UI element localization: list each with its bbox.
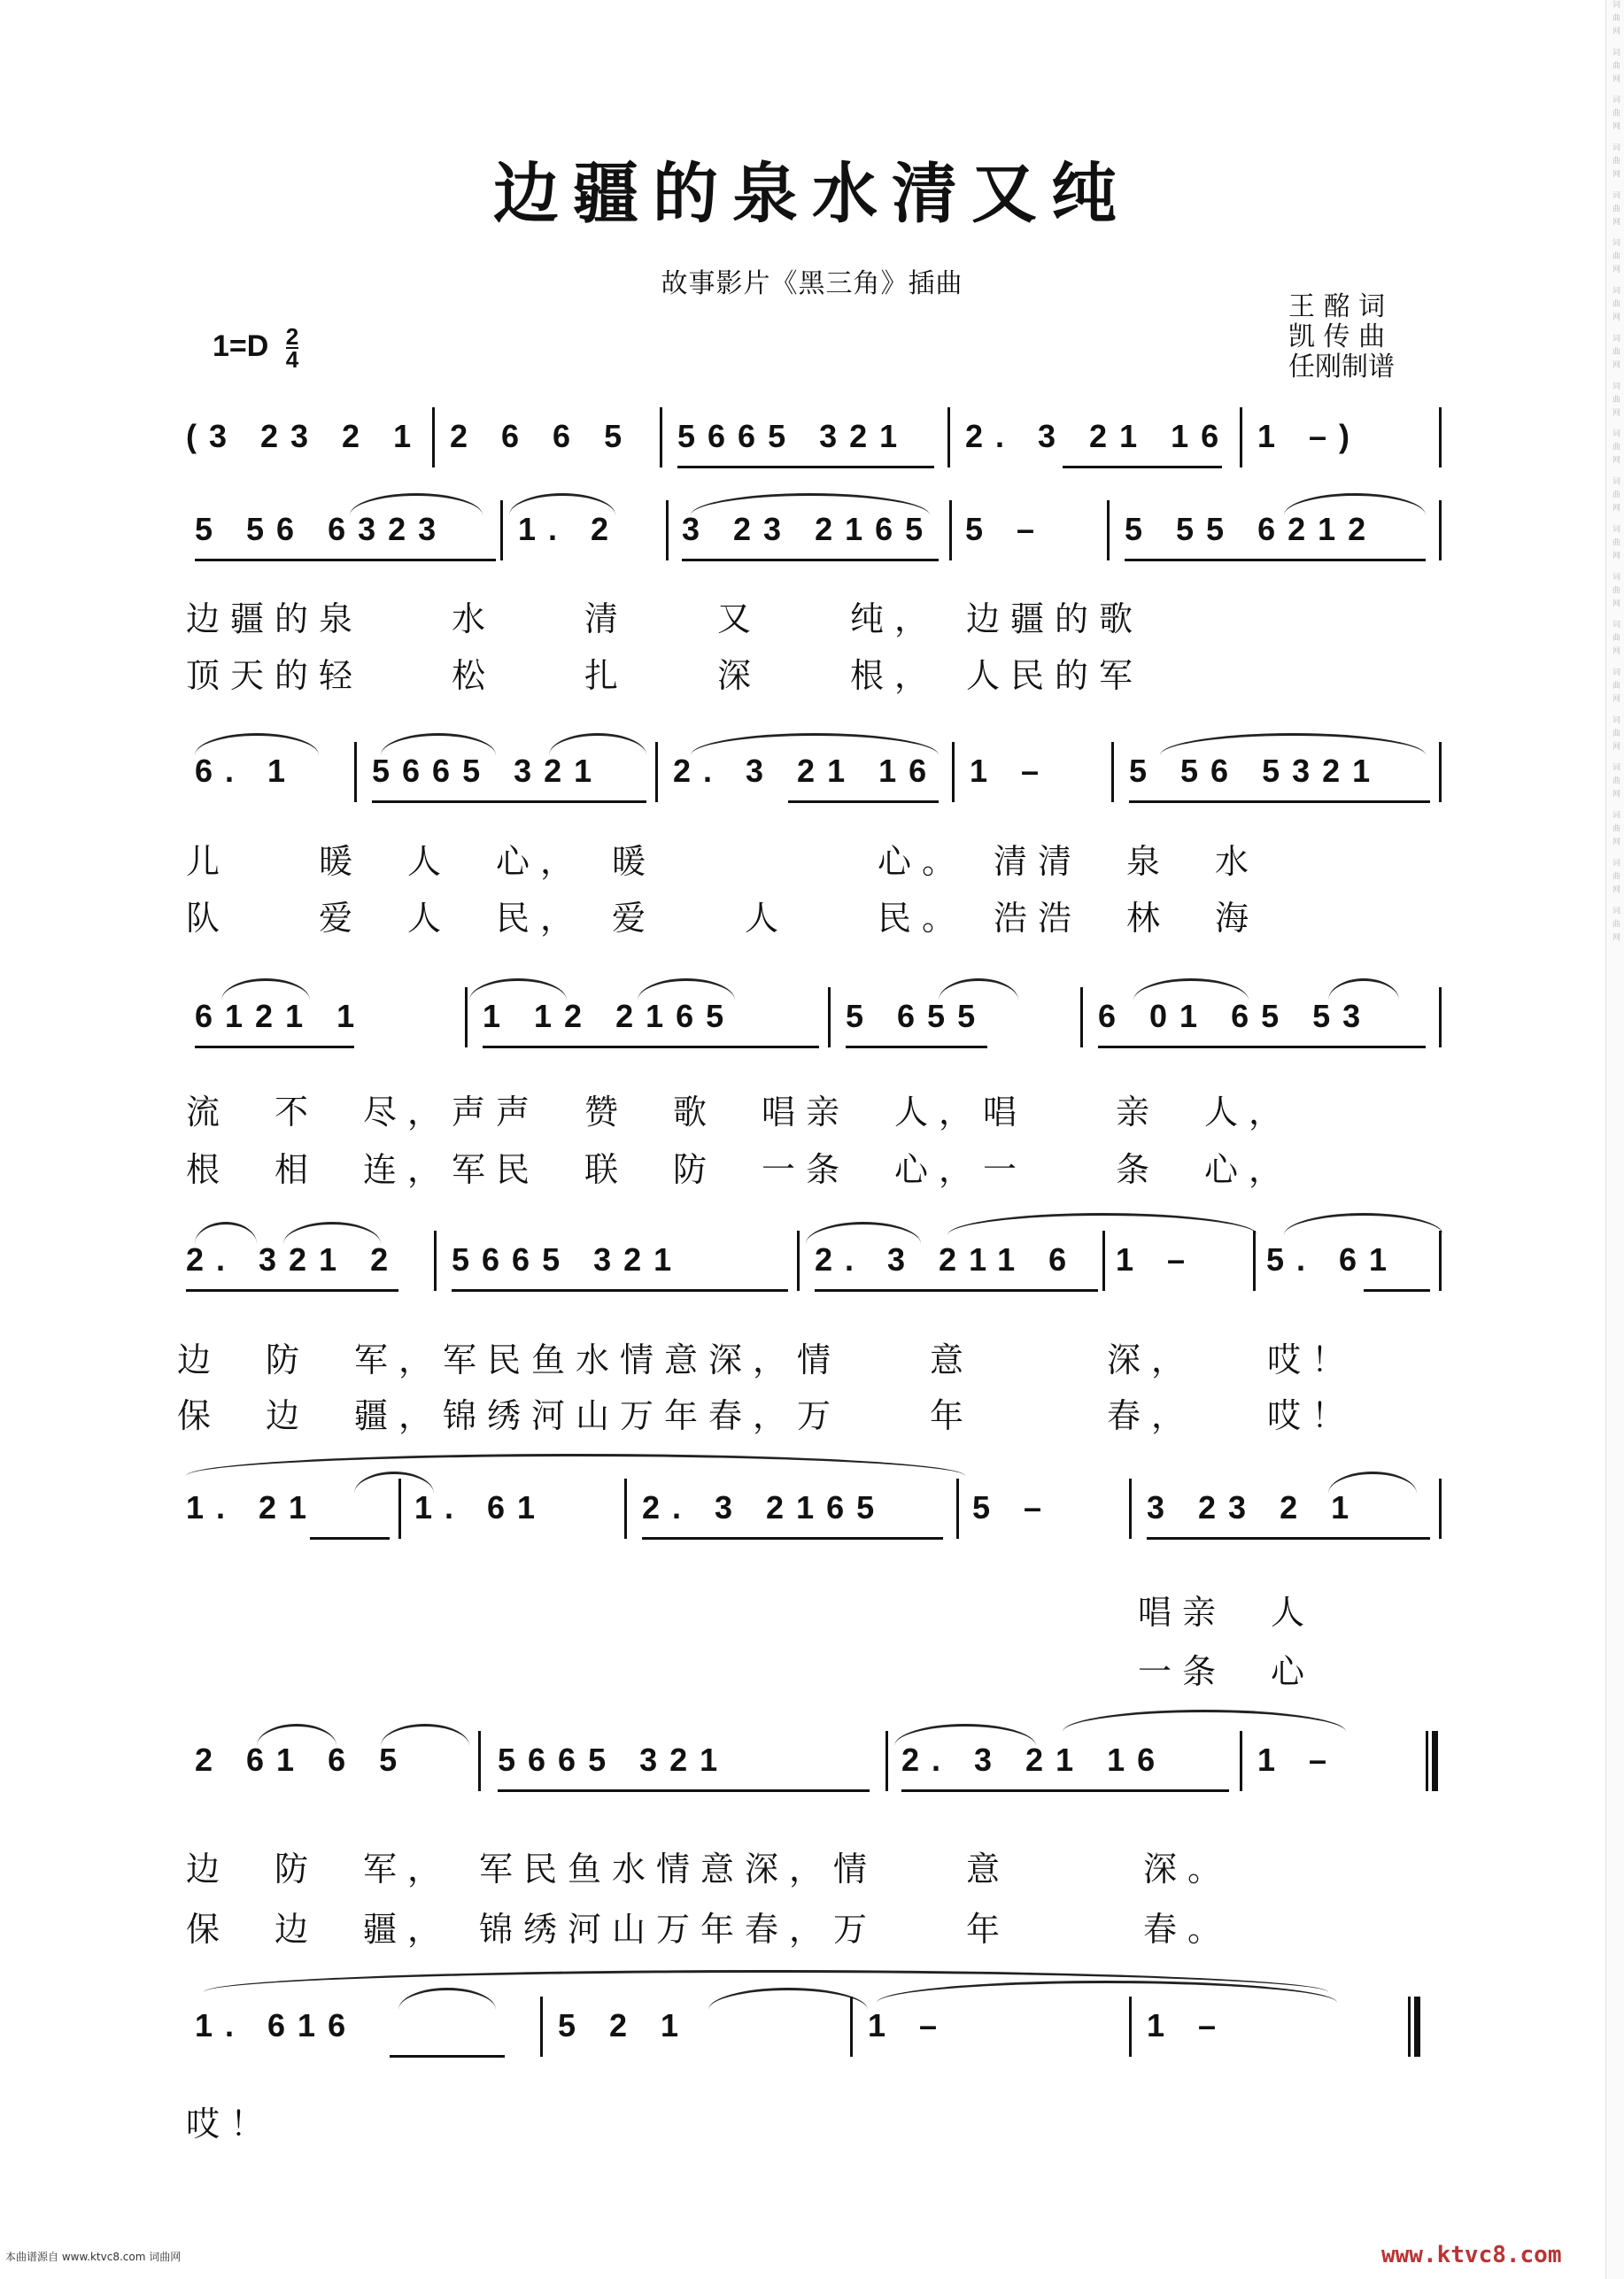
barline (949, 500, 952, 560)
time-beats: 2 (285, 323, 299, 350)
measure-7-1: 2 61 6 5 (195, 1742, 410, 1778)
underline (1147, 1537, 1430, 1540)
barline (1107, 500, 1110, 560)
underline (1098, 1046, 1426, 1048)
measure-1-4: 2. 3 21 16 (965, 418, 1232, 454)
barline (1439, 407, 1442, 467)
underline (310, 1537, 390, 1540)
underline (682, 559, 939, 561)
measure-6-2: 1. 61 (414, 1489, 548, 1526)
barline (540, 1997, 543, 2057)
measure-2-4: 5 – (965, 511, 1048, 547)
measure-4-3: 5 655 (846, 998, 988, 1034)
barline (1439, 500, 1442, 560)
barline (797, 1231, 800, 1291)
underline (390, 2055, 505, 2058)
underline (1125, 559, 1426, 561)
composer-credit: 凯 传 曲 (1288, 321, 1386, 352)
barline (952, 742, 955, 802)
lyric-line-8: 保 边 疆，锦绣河山万年春，万 年 春， 哎！ (177, 1396, 1357, 1435)
underline (498, 1789, 870, 1792)
barline (1439, 987, 1442, 1047)
barline (500, 500, 503, 560)
measure-3-4: 1 – (970, 753, 1052, 789)
underline (788, 800, 939, 803)
measure-4-4: 6 01 65 53 (1098, 998, 1373, 1034)
measure-7-4: 1 – (1257, 1742, 1340, 1778)
barline (1240, 407, 1242, 467)
staff-3 (177, 733, 1452, 815)
measure-7-2: 5665 321 (498, 1742, 731, 1778)
underline (1129, 800, 1430, 803)
barline (624, 1479, 627, 1539)
barline (354, 742, 357, 802)
slur (1284, 1213, 1443, 1235)
measure-1-3: 5665 321 (677, 418, 910, 454)
staff-6 (177, 1470, 1452, 1551)
barline (1102, 1231, 1105, 1291)
measure-3-5: 5 56 5321 (1129, 753, 1383, 789)
underline (642, 1537, 943, 1540)
slur (186, 1454, 965, 1476)
lyric-line-5: 流 不 尽，声声 赞 歌 唱亲 人，唱 亲 人， (186, 1093, 1294, 1132)
staff-7 (177, 1722, 1452, 1804)
key-signature (213, 323, 299, 373)
underline (195, 559, 496, 561)
measure-5-1: 2. 321 2 (186, 1241, 401, 1278)
underline (452, 1289, 788, 1292)
lyric-line-2: 顶天的轻 松 扎 深 根， 人民的军 (186, 656, 1144, 695)
key-label: 1=D (213, 328, 269, 363)
lyric-line-10: 一条 心 (1138, 1652, 1316, 1691)
final-barline (1408, 1997, 1420, 2057)
measure-2-2: 1. 2 (518, 511, 622, 547)
lyric-line-4: 队 爱 人 民， 爱 人 民。 浩浩 林 海 (186, 899, 1260, 938)
side-watermark: 词曲网 词曲网 词曲网 词曲网 词曲网 词曲网 词曲网 词曲网 词曲网 词曲网 词曲网 词曲网 词曲网 词曲网 词曲网 词曲网 词曲网 词曲网 词曲网 词曲网 (1605, 0, 1624, 2279)
barline (1111, 742, 1114, 802)
slur (1063, 1710, 1346, 1732)
lyric-line-3: 儿 暖 人 心， 暖 心。 清清 泉 水 (186, 842, 1260, 881)
underline (815, 1289, 1098, 1292)
lyric-line-6: 根 相 连，军民 联 防 一条 心，一 条 心， (186, 1150, 1294, 1189)
staff-5 (177, 1222, 1452, 1303)
barline (885, 1731, 888, 1791)
staff-8 (177, 1988, 1452, 2069)
arranger-credit: 任刚制谱 (1288, 352, 1395, 382)
barline (828, 987, 831, 1047)
lyric-line-1: 边疆的泉 水 清 又 纯， 边疆的歌 (186, 599, 1144, 638)
time-signature (285, 323, 299, 373)
measure-6-3: 2. 3 2165 (642, 1489, 887, 1526)
underline (1063, 466, 1222, 468)
measure-3-2: 5665 321 (372, 753, 605, 789)
measure-5-5: 5. 61 (1266, 1241, 1400, 1278)
measure-2-5: 5 55 6212 (1125, 511, 1379, 547)
barline (465, 987, 468, 1047)
underline (677, 466, 934, 468)
barline (666, 500, 669, 560)
measure-6-1: 1. 21 (186, 1489, 320, 1526)
measure-7-3: 2. 3 21 16 (901, 1742, 1168, 1778)
barline (1439, 1479, 1442, 1539)
barline (432, 407, 435, 467)
lyric-line-11: 边 防 军， 军民鱼水情意深，情 意 深。 (186, 1850, 1233, 1889)
staff-2 (177, 491, 1452, 573)
measure-8-2: 5 2 1 (558, 2007, 692, 2043)
barline (1240, 1731, 1242, 1791)
barline (1080, 987, 1083, 1047)
song-title: 边疆的泉水清又纯 (493, 156, 1131, 232)
lyric-line-12: 保 边 疆， 锦绣河山万年春，万 年 春。 (186, 1910, 1233, 1949)
measure-4-2: 1 12 2165 (483, 998, 737, 1034)
measure-5-2: 5665 321 (452, 1241, 684, 1278)
underline (846, 1046, 987, 1048)
barline (660, 407, 662, 467)
lyricist-credit: 王 酩 词 (1288, 291, 1386, 322)
measure-5-3: 2. 3 211 6 (815, 1241, 1079, 1278)
repeat-barline (1426, 1731, 1438, 1791)
measure-1-1: (3 23 2 1 (186, 418, 424, 454)
barline (398, 1479, 401, 1539)
barline (1129, 1997, 1132, 2057)
barline (434, 1231, 437, 1291)
barline (478, 1731, 481, 1791)
barline (956, 1479, 959, 1539)
measure-3-1: 6. 1 (195, 753, 298, 789)
measure-6-5: 3 23 2 1 (1147, 1489, 1362, 1526)
underline (186, 1289, 398, 1292)
time-unit: 4 (285, 346, 299, 373)
barline (1129, 1479, 1132, 1539)
footer-site-logo: www.ktvc8.com (1381, 2242, 1562, 2268)
underline (1364, 1289, 1430, 1292)
barline (1439, 1231, 1442, 1291)
measure-1-2: 2 6 6 5 (450, 418, 635, 454)
measure-2-3: 3 23 2165 (682, 511, 936, 547)
measure-5-4: 1 – (1116, 1241, 1198, 1278)
lyric-line-9: 唱亲 人 (1138, 1593, 1316, 1632)
measure-8-1: 1. 616 (195, 2007, 359, 2043)
song-subtitle: 故事影片《黑三角》插曲 (661, 268, 963, 299)
measure-8-3: 1 – (868, 2007, 950, 2043)
footer-source: 本曲谱源自 www.ktvc8.com 词曲网 (5, 2251, 182, 2263)
barline (1439, 742, 1442, 802)
staff-1 (177, 398, 1452, 480)
measure-6-4: 5 – (972, 1489, 1055, 1526)
barline (850, 1997, 853, 2057)
measure-1-5: 1 –) (1257, 418, 1363, 454)
underline (372, 800, 646, 803)
barline (655, 742, 658, 802)
measure-2-1: 5 56 6323 (195, 511, 449, 547)
staff-4 (177, 978, 1452, 1060)
lyric-line-7: 边 防 军，军民鱼水情意深，情 意 深， 哎！ (177, 1340, 1357, 1379)
lyric-line-13: 哎！ (186, 2105, 275, 2144)
barline (947, 407, 950, 467)
credits (1288, 292, 1395, 382)
barline (1253, 1231, 1256, 1291)
measure-4-1: 6121 1 (195, 998, 367, 1034)
measure-8-4: 1 – (1147, 2007, 1229, 2043)
underline (901, 1789, 1229, 1792)
measure-3-3: 2. 3 21 16 (673, 753, 940, 789)
underline (483, 1046, 819, 1048)
underline (195, 1046, 354, 1048)
